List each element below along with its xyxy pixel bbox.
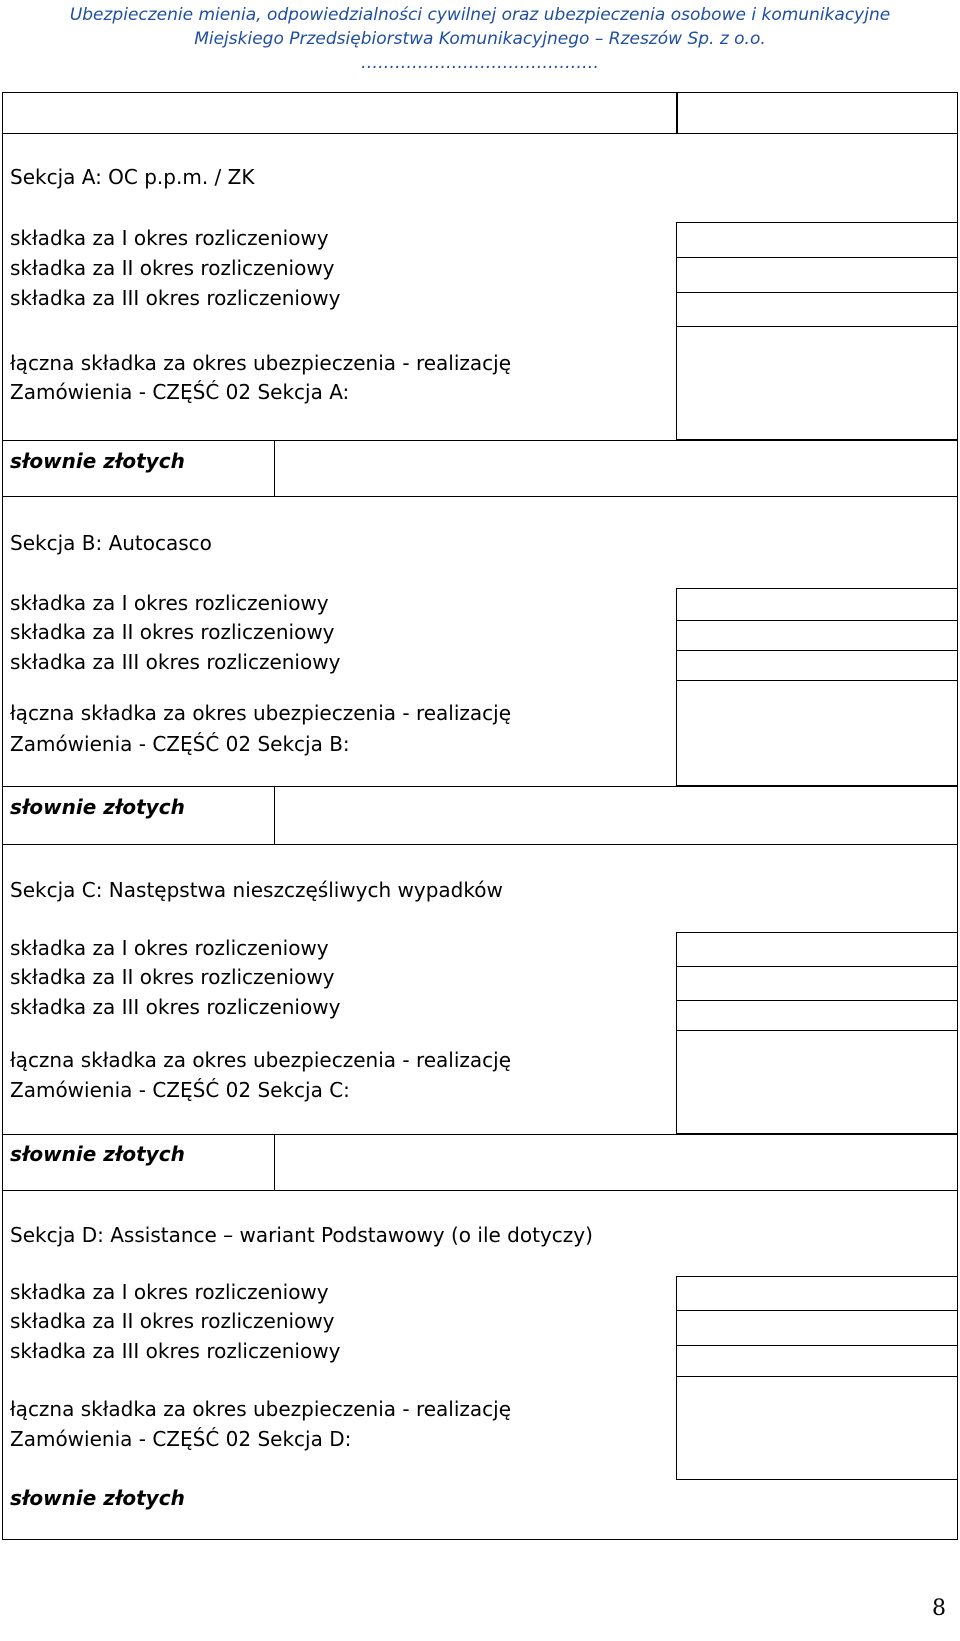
section-d-title: Sekcja D: Assistance – wariant Podstawowy (o ile dotyczy): [10, 1223, 593, 1247]
section-a-total-1: łączna składka za okres ubezpieczenia - realizację: [10, 351, 512, 375]
section-c-row-1: składka za I okres rozliczeniowy: [10, 936, 329, 960]
section-b-words-label: słownie złotych: [10, 795, 185, 819]
section-c-title: Sekcja C: Następstwa nieszczęśliwych wypadków: [10, 878, 503, 902]
section-d-words-label: słownie złotych: [10, 1486, 185, 1510]
section-b-row-2: składka za II okres rozliczeniowy: [10, 620, 335, 644]
section-b-title: Sekcja B: Autocasco: [10, 531, 212, 555]
section-c-row-3: składka za III okres rozliczeniowy: [10, 995, 341, 1019]
section-a-row-1: składka za I okres rozliczeniowy: [10, 226, 329, 250]
section-b-row-1: składka za I okres rozliczeniowy: [10, 591, 329, 615]
section-b-amount-box: [676, 588, 958, 786]
section-b-total-2: Zamówienia - CZĘŚĆ 02 Sekcja B:: [10, 732, 350, 756]
section-c-row-2: składka za II okres rozliczeniowy: [10, 965, 335, 989]
section-d-total-2: Zamówienia - CZĘŚĆ 02 Sekcja D:: [10, 1427, 352, 1451]
section-c-total-2: Zamówienia - CZĘŚĆ 02 Sekcja C:: [10, 1078, 350, 1102]
header-line-1: Ubezpieczenie mienia, odpowiedzialności cywilnej oraz ubezpieczenia osobowe i komunikacyjne: [69, 5, 891, 25]
section-b-row-3: składka za III okres rozliczeniowy: [10, 650, 341, 674]
header-line-3: ……………………………………: [361, 53, 599, 73]
section-d-amount-box: [676, 1276, 958, 1480]
section-a-words-label: słownie złotych: [10, 449, 185, 473]
section-a-amount-box: [676, 222, 958, 440]
section-d-row-3: składka za III okres rozliczeniowy: [10, 1339, 341, 1363]
section-c-total-1: łączna składka za okres ubezpieczenia - realizację: [10, 1048, 512, 1072]
section-d-row-1: składka za I okres rozliczeniowy: [10, 1280, 329, 1304]
section-a-row-3: składka za III okres rozliczeniowy: [10, 286, 341, 310]
header-line-2: Miejskiego Przedsiębiorstwa Komunikacyjnego – Rzeszów Sp. z o.o.: [194, 29, 766, 49]
section-c-amount-box: [676, 932, 958, 1134]
section-d-total-1: łączna składka za okres ubezpieczenia - realizację: [10, 1397, 512, 1421]
section-a-row-2: składka za II okres rozliczeniowy: [10, 256, 335, 280]
section-a-total-2: Zamówienia - CZĘŚĆ 02 Sekcja A:: [10, 380, 350, 404]
section-d-row-2: składka za II okres rozliczeniowy: [10, 1309, 335, 1333]
page-number: 8: [932, 1596, 946, 1621]
section-a-title: Sekcja A: OC p.p.m. / ZK: [10, 165, 255, 189]
section-b-total-1: łączna składka za okres ubezpieczenia - realizację: [10, 701, 512, 725]
section-c-words-label: słownie złotych: [10, 1142, 185, 1166]
